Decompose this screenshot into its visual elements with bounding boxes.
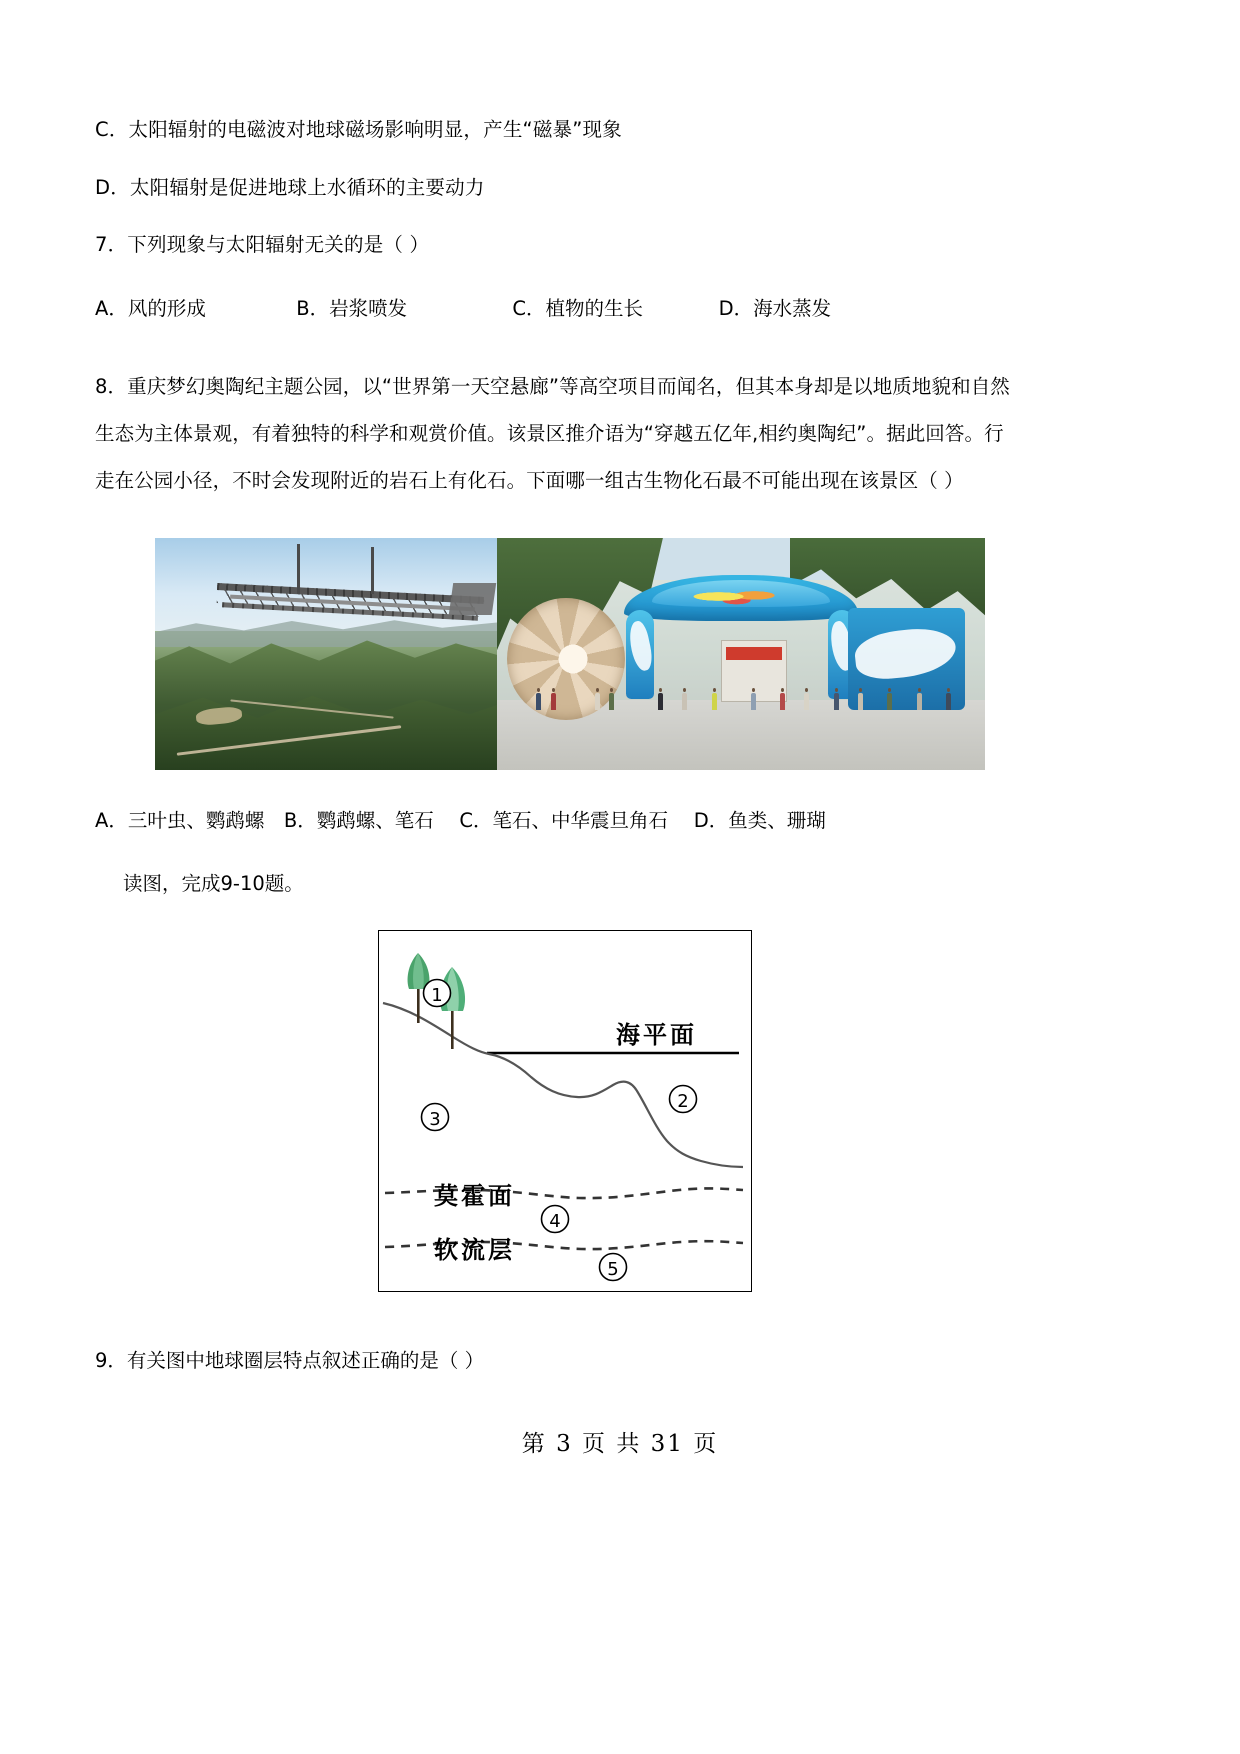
park-logo <box>685 583 797 610</box>
q7-stem: 7．下列现象与太阳辐射无关的是（ ） <box>95 233 430 256</box>
q7-option-a: A．风的形成 <box>95 296 206 320</box>
visitor <box>536 693 541 710</box>
pillar-graphic <box>626 619 655 672</box>
visitor <box>804 693 809 710</box>
q8-options: A．三叶虫、鹦鹉螺 B．鹦鹉螺、笔石 C．笔石、中华震旦角石 D．鱼类、珊瑚 <box>95 809 826 832</box>
q9-stem: 9．有关图中地球圈层特点叙述正确的是（ ） <box>95 1349 485 1372</box>
anchor-platform <box>449 583 496 615</box>
q8-stem-line-2: 生态为主体景观，有着独特的科学和观赏价值。该景区推介语为“穿越五亿年,相约奥陶纪”。据此回答。行 <box>95 421 1004 445</box>
q7-option-c: C．植物的生长 <box>512 296 644 320</box>
skywalk-photo <box>155 538 497 770</box>
svg-text:4: 4 <box>549 1211 561 1232</box>
visitor <box>946 693 951 710</box>
callout-1 <box>424 980 451 1007</box>
asthenosphere-label: 软流层 <box>434 1235 515 1264</box>
visitor <box>682 693 687 710</box>
q6-option-c: C．太阳辐射的电磁波对地球磁场影响明显，产生“磁暴”现象 <box>95 118 622 141</box>
svg-text:1: 1 <box>431 985 443 1006</box>
callout-3 <box>422 1104 449 1131</box>
visitor <box>658 693 663 710</box>
q8-stem-line-3: 走在公园小径，不时会发现附近的岩石上有化石。下面哪一组古生物化石最不可能出现在该景区（ ） <box>95 468 964 492</box>
support-mast-2 <box>371 547 374 593</box>
park-entrance-photo <box>497 538 985 770</box>
callout-2 <box>670 1086 697 1113</box>
tree-icon-2 <box>440 967 465 1049</box>
visitor <box>780 693 785 710</box>
question-column <box>95 120 1155 504</box>
callout-5 <box>600 1254 627 1281</box>
q7-option-b: B．岩浆喷发 <box>296 296 408 320</box>
sky-corridor-structure <box>217 557 484 650</box>
visitor <box>712 693 717 710</box>
svg-text:2: 2 <box>677 1091 689 1112</box>
q7-options <box>95 293 1155 321</box>
visitor <box>751 693 756 710</box>
visitor <box>917 693 922 710</box>
svg-text:3: 3 <box>429 1109 441 1130</box>
visitor <box>887 693 892 710</box>
visitor <box>858 693 863 710</box>
visitor <box>609 693 614 710</box>
page-number: 第 3 页 共 31 页 <box>521 1431 719 1457</box>
q7-option-d: D．海水蒸发 <box>718 296 832 320</box>
q6-option-d: D．太阳辐射是促进地球上水循环的主要动力 <box>95 175 485 199</box>
moho-label: 莫霍面 <box>434 1181 515 1210</box>
callout-4 <box>542 1206 569 1233</box>
support-mast-1 <box>297 544 300 594</box>
q8-stem-line-1: 8．重庆梦幻奥陶纪主题公园，以“世界第一天空悬廊”等高空项目而闻名，但其本身却是以地质地貌和自然 <box>95 374 1010 398</box>
page-footer <box>0 1425 1240 1458</box>
svg-text:5: 5 <box>607 1259 619 1280</box>
booth-signboard <box>726 647 782 660</box>
question-8-photo-strip <box>155 538 985 770</box>
visitor <box>551 693 556 710</box>
visitor <box>595 693 600 710</box>
visitor-crowd <box>497 673 985 710</box>
visitor <box>834 693 839 710</box>
sea-level-label: 海平面 <box>616 1020 697 1049</box>
reading-prompt: 读图，完成9-10题。 <box>123 872 304 895</box>
earth-layers-figure <box>378 930 752 1292</box>
